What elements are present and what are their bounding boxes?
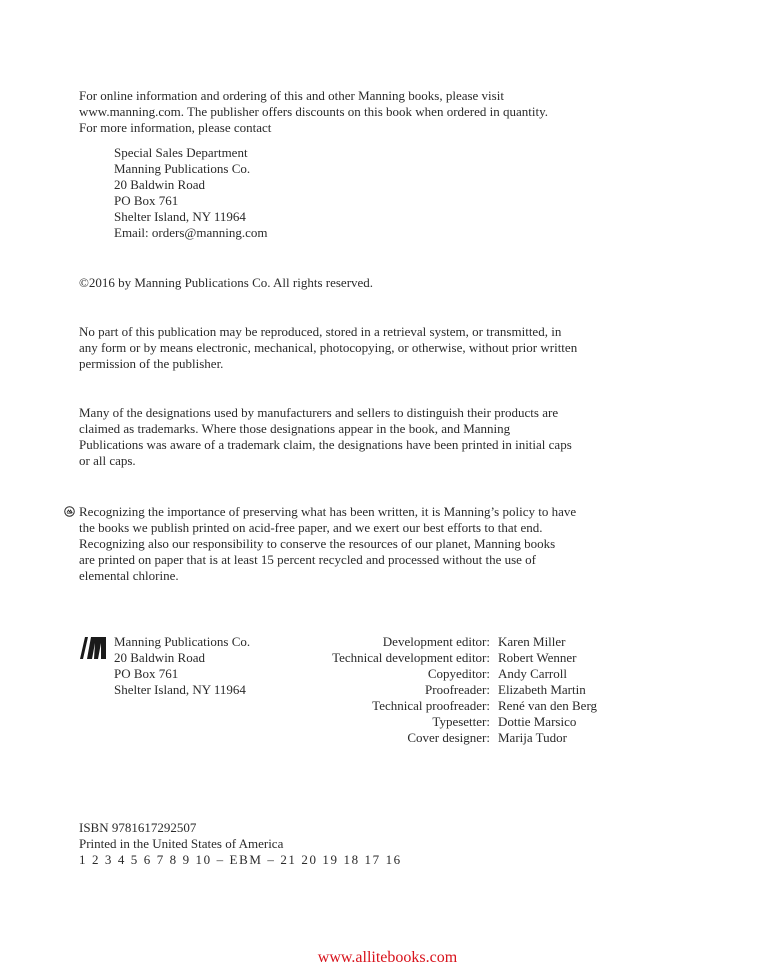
- credit-name: Karen Miller: [498, 634, 566, 649]
- credit-role: Cover designer:: [407, 730, 490, 745]
- credit-name: René van den Berg: [498, 698, 598, 713]
- acid-free-line: the books we publish printed on acid-free paper, and we exert our best efforts to that end.: [79, 520, 543, 535]
- sales-address: [114, 145, 268, 241]
- sales-address-line: Special Sales Department: [114, 145, 248, 160]
- credit-role: Proofreader:: [425, 682, 490, 697]
- sales-address-line: PO Box 761: [114, 193, 179, 208]
- isbn-block: [79, 820, 624, 868]
- recycle-icon: [64, 506, 75, 517]
- printed-in-line: Printed in the United States of America: [79, 836, 284, 851]
- ordering-info-line: For more information, please contact: [79, 120, 272, 135]
- ordering-info-paragraph: [79, 88, 624, 136]
- credit-row: [290, 714, 620, 730]
- credit-row: [290, 666, 620, 682]
- credit-name: Robert Wenner: [498, 650, 577, 665]
- ordering-info-line: www.manning.com. The publisher offers discounts on this book when ordered in quantity.: [79, 104, 549, 119]
- ordering-info-line: For online information and ordering of this and other Manning books, please visit: [79, 88, 504, 103]
- copyright-line: ©2016 by Manning Publications Co. All rights reserved.: [79, 275, 374, 290]
- acid-free-line: Recognizing also our responsibility to conserve the resources of our planet, Manning books: [79, 536, 556, 551]
- isbn-line: ISBN 9781617292507: [79, 820, 197, 835]
- credits-list: [290, 634, 620, 746]
- publisher-address-line: Manning Publications Co.: [114, 634, 251, 649]
- credit-row: [290, 682, 620, 698]
- credit-role: Typesetter:: [432, 714, 490, 729]
- trademark-paragraph: [79, 405, 624, 469]
- credit-row: [290, 730, 620, 746]
- sales-address-line: Shelter Island, NY 11964: [114, 209, 246, 224]
- permission-paragraph: [79, 324, 624, 372]
- credit-row: [290, 698, 620, 714]
- credit-name: Elizabeth Martin: [498, 682, 586, 697]
- credit-role: Development editor:: [382, 634, 490, 649]
- permission-line: any form or by means electronic, mechanical, photocopying, or otherwise, without prior written: [79, 340, 578, 355]
- credit-role: Technical development editor:: [332, 650, 490, 665]
- permission-line: No part of this publication may be reproduced, stored in a retrieval system, or transmitted, in: [79, 324, 562, 339]
- credit-row: [290, 634, 620, 650]
- credit-role: Copyeditor:: [427, 666, 490, 681]
- acid-free-paragraph: [79, 504, 624, 584]
- acid-free-line: are printed on paper that is at least 15 percent recycled and processed without the use of: [79, 552, 536, 567]
- permission-line: permission of the publisher.: [79, 356, 224, 371]
- manning-logo-icon: [79, 637, 107, 659]
- acid-free-line: Recognizing the importance of preserving what has been written, it is Manning’s policy to have: [79, 504, 577, 519]
- credit-name: Andy Carroll: [498, 666, 567, 681]
- trademark-line: claimed as trademarks. Where those designations appear in the book, and Manning: [79, 421, 511, 436]
- publisher-address-line: Shelter Island, NY 11964: [114, 682, 246, 697]
- trademark-line: or all caps.: [79, 453, 136, 468]
- copyright-notice: [79, 275, 624, 291]
- credit-name: Dottie Marsico: [498, 714, 577, 729]
- publisher-address: [114, 634, 250, 698]
- credit-role: Technical proofreader:: [372, 698, 490, 713]
- trademark-line: Many of the designations used by manufacturers and sellers to distinguish their products are: [79, 405, 559, 420]
- publisher-address-line: 20 Baldwin Road: [114, 650, 205, 665]
- print-line-numbers: 1 2 3 4 5 6 7 8 9 10 – EBM – 21 20 19 18 17 16: [79, 852, 402, 867]
- sales-email-line: Email: orders@manning.com: [114, 225, 268, 240]
- credit-row: [290, 650, 620, 666]
- credit-name: Marija Tudor: [498, 730, 567, 745]
- acid-free-line: elemental chlorine.: [79, 568, 179, 583]
- footer-website-link[interactable]: www.allitebooks.com: [317, 949, 458, 966]
- publisher-address-line: PO Box 761: [114, 666, 179, 681]
- sales-address-line: 20 Baldwin Road: [114, 177, 205, 192]
- sales-address-line: Manning Publications Co.: [114, 161, 251, 176]
- trademark-line: Publications was aware of a trademark claim, the designations have been printed in initial caps: [79, 437, 572, 452]
